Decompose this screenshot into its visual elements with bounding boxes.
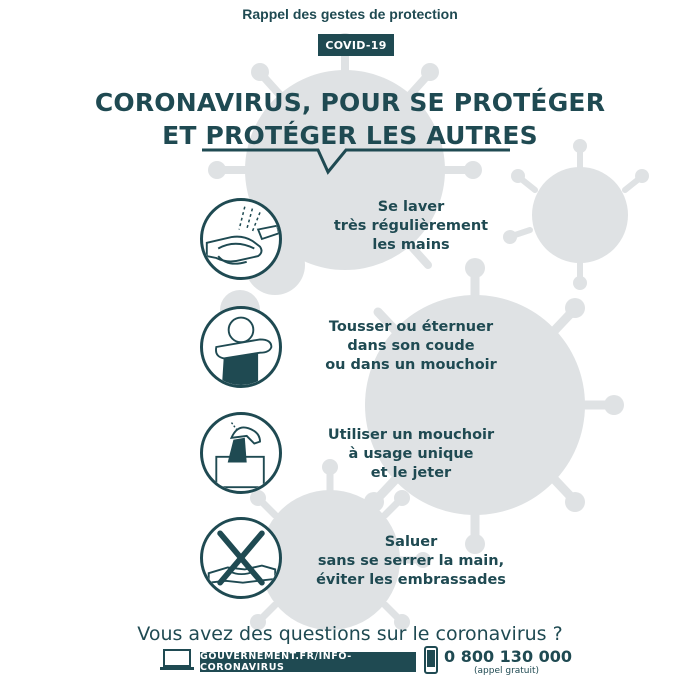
footer-question: Vous avez des questions sur le coronavirus ? — [137, 623, 563, 645]
page-caption: Rappel des gestes de protection — [242, 6, 458, 22]
phone-icon — [424, 646, 438, 674]
gesture-label — [306, 318, 516, 375]
laptop-icon — [160, 648, 194, 672]
hand-washing-icon — [200, 198, 282, 280]
gesture-line: Se laver — [377, 199, 445, 215]
gesture-label — [306, 198, 516, 255]
gesture-line: éviter les embrassades — [316, 572, 506, 588]
gesture-line: dans son coude — [347, 338, 475, 354]
elbow-cough-icon — [200, 306, 282, 388]
gesture-label — [306, 426, 516, 483]
title-line-2: ET PROTÉGER LES AUTRES — [162, 121, 538, 150]
gesture-line: les mains — [372, 237, 450, 253]
gesture-tissue — [200, 412, 550, 512]
tissue-bin-icon — [200, 412, 282, 494]
gesture-no-handshake — [200, 517, 550, 617]
no-handshake-icon — [200, 517, 282, 599]
gesture-label — [306, 533, 516, 590]
speech-bubble-underline — [200, 144, 512, 176]
gesture-line: Tousser ou éternuer — [328, 319, 494, 335]
gesture-line: Utiliser un mouchoir — [327, 427, 495, 443]
gesture-wash-hands — [200, 198, 550, 298]
phone-note: (appel gratuit) — [474, 666, 540, 676]
covid-badge: COVID-19 — [318, 34, 394, 56]
gesture-line: et le jeter — [370, 465, 452, 481]
gesture-line: à usage unique — [348, 446, 474, 462]
phone-number[interactable]: 0 800 130 000 — [444, 647, 573, 666]
page-title — [0, 86, 700, 152]
gesture-line: très régulièrement — [333, 218, 489, 234]
gesture-line: sans se serrer la main, — [317, 553, 505, 569]
website-link[interactable]: GOUVERNEMENT.FR/INFO-CORONAVIRUS — [200, 652, 416, 672]
gesture-cough-elbow — [200, 306, 550, 406]
gesture-line: ou dans un mouchoir — [325, 357, 497, 373]
title-line-1: CORONAVIRUS, POUR SE PROTÉGER — [94, 88, 606, 117]
gesture-line: Saluer — [384, 534, 438, 550]
